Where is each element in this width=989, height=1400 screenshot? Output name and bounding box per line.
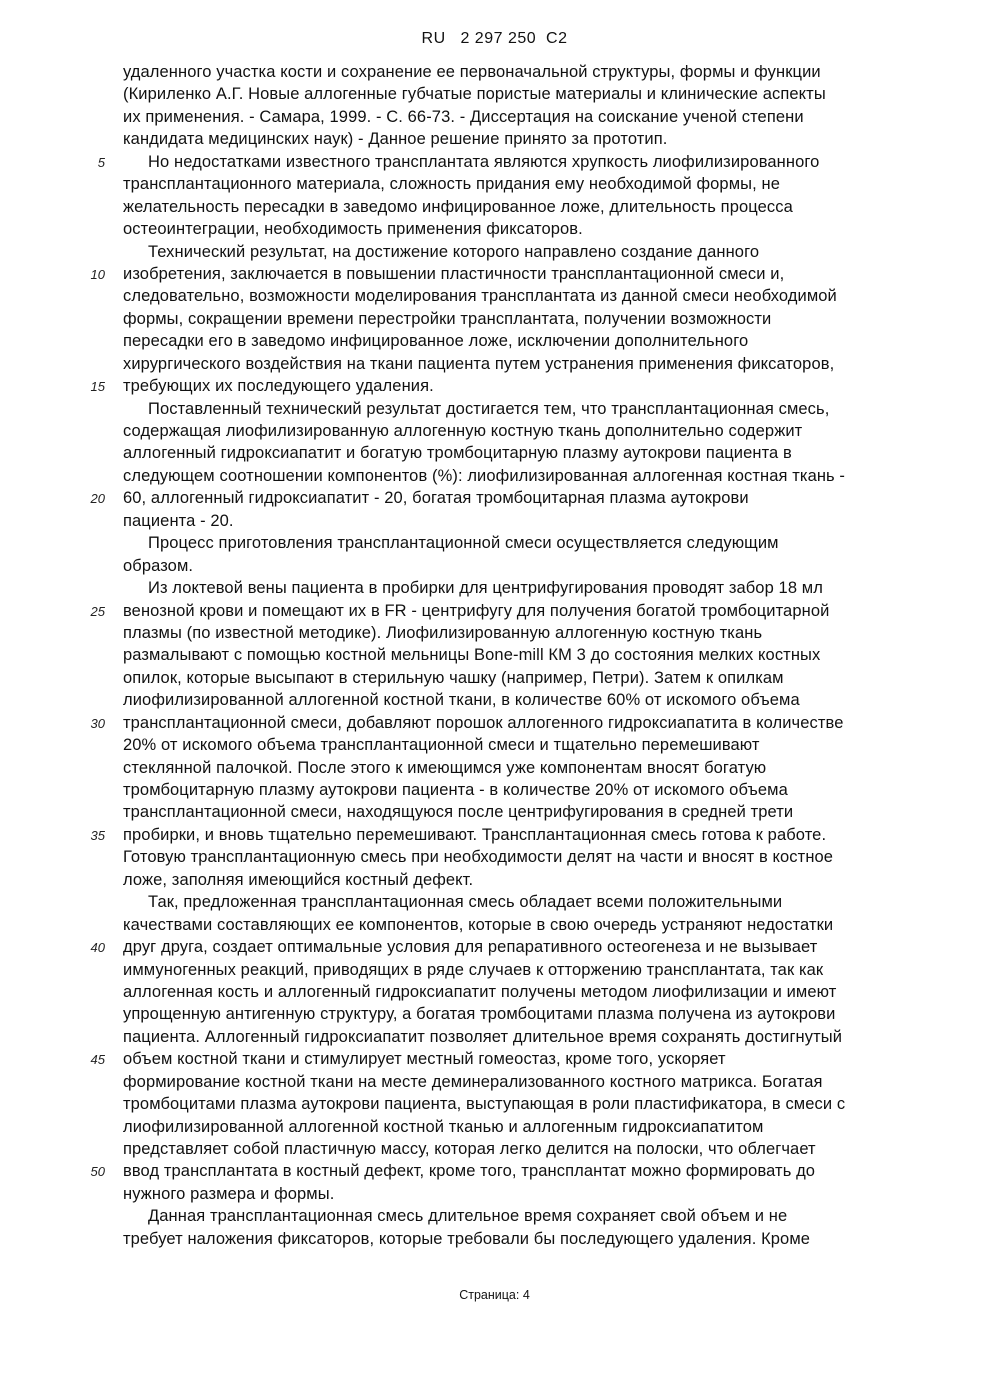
line-text: размалывают с помощью костной мельницы Bone-mill КМ 3 до состояния мелких костных xyxy=(123,646,821,665)
line-number: 30 xyxy=(90,715,105,731)
line-text: ложе, заполняя имеющийся костный дефект. xyxy=(123,870,474,889)
line-text: стеклянной палочкой. После этого к имеющимся уже компонентам вносят богатую xyxy=(123,758,767,777)
text-line xyxy=(88,308,938,330)
line-text: друг друга, создает оптимальные условия для репаративного остеогенеза и не вызывает xyxy=(123,938,818,957)
line-text: тромбоцитарную плазму аутокрови пациента - в количестве 20% от искомого объема xyxy=(123,781,788,799)
line-text: опилок, которые высыпают в стерильную чашку (например, Петри). Затем к опилкам xyxy=(123,668,784,687)
line-text: упрощенную антигенную структуру, а богатая тромбоцитами плазма получена из аутокрови xyxy=(123,1005,836,1024)
text-line xyxy=(88,61,938,83)
text-line xyxy=(88,555,938,577)
line-text: тромбоцитами плазма аутокрови пациента, выступающая в роли пластификатора, в смеси с xyxy=(123,1095,846,1114)
line-text: аллогенный гидроксиапатит и богатую тромбоцитарную плазму аутокрови пациента в xyxy=(123,444,792,463)
line-text: (Кириленко А.Г. Новые аллогенные губчатые пористые материалы и клинические аспекты xyxy=(123,85,826,104)
line-text: Готовую трансплантационную смесь при необходимости делят на части и вносят в костное xyxy=(123,848,834,867)
document-body xyxy=(88,61,938,1250)
line-text: ввод трансплантата в костный дефект, кроме того, трансплантат можно формировать до xyxy=(123,1162,816,1181)
line-text: пробирки, и вновь тщательно перемешивают. Трансплантационная смесь готова к работе. xyxy=(123,825,827,844)
line-text: требует наложения фиксаторов, которые требовали бы последующего удаления. Кроме xyxy=(123,1229,811,1248)
line-text: трансплантационной смеси, находящуюся после центрифугирования в средней трети xyxy=(123,803,794,822)
text-line xyxy=(88,1205,938,1227)
line-text: трансплантационного материала, сложность придания ему необходимой формы, не xyxy=(123,175,780,194)
text-line xyxy=(88,914,938,936)
text-line xyxy=(88,128,938,150)
line-number: 15 xyxy=(90,379,105,395)
text-line xyxy=(88,196,938,218)
line-text: образом. xyxy=(123,556,194,575)
line-text: пациента. Аллогенный гидроксиапатит позволяет длительное время сохранять достигнутый xyxy=(123,1027,843,1046)
text-line xyxy=(88,1093,938,1115)
line-text: Данная трансплантационная смесь длительное время сохраняет свой объем и не xyxy=(148,1207,788,1226)
line-number: 10 xyxy=(90,266,105,282)
line-text: объем костной ткани и стимулирует местный гомеостаз, кроме того, ускоряет xyxy=(123,1050,726,1069)
text-line xyxy=(88,353,938,375)
line-text: плазмы (по известной методике). Лиофилизированную аллогенную костную ткань xyxy=(123,623,763,642)
line-text: венозной крови и помещают их в FR - центрифугу для получения богатой тромбоцитарной xyxy=(123,601,830,620)
text-line xyxy=(88,1116,938,1138)
text-line xyxy=(88,959,938,981)
text-line xyxy=(88,936,938,958)
line-text: изобретения, заключается в повышении пластичности трансплантационной смеси и, xyxy=(123,264,785,283)
text-line xyxy=(88,1228,938,1250)
line-text: Поставленный технический результат достигается тем, что трансплантационная смесь, xyxy=(148,399,830,418)
text-line xyxy=(88,712,938,734)
text-line xyxy=(88,465,938,487)
line-text: следующем соотношении компонентов (%): лиофилизированная аллогенная костная ткань - xyxy=(123,466,846,485)
line-text: Из локтевой вены пациента в пробирки для центрифугирования проводят забор 18 мл xyxy=(148,579,823,598)
text-line xyxy=(88,757,938,779)
line-text: пересадки его в заведомо инфицированное ложе, исключении дополнительного xyxy=(123,332,749,351)
text-line xyxy=(88,375,938,397)
text-line xyxy=(88,869,938,891)
line-number: 45 xyxy=(90,1052,105,1068)
line-text: их применения. - Самара, 1999. - С. 66-73. - Диссертация на соискание ученой степени xyxy=(123,107,804,126)
document-number-header: RU 2 297 250 C2 xyxy=(421,30,568,47)
text-line xyxy=(88,1071,938,1093)
text-line xyxy=(88,151,938,173)
text-line xyxy=(88,667,938,689)
text-line xyxy=(88,218,938,240)
text-line xyxy=(88,891,938,913)
text-line xyxy=(88,263,938,285)
line-text: удаленного участка кости и сохранение ее первоначальной структуры, формы и функции xyxy=(123,63,821,81)
text-line xyxy=(88,824,938,846)
line-text: Процесс приготовления трансплантационной смеси осуществляется следующим xyxy=(148,534,779,553)
line-text: трансплантационной смеси, добавляют порошок аллогенного гидроксиапатита в количестве xyxy=(123,713,844,732)
text-line xyxy=(88,106,938,128)
text-line xyxy=(88,846,938,868)
line-text: 60, аллогенный гидроксиапатит - 20, богатая тромбоцитарная плазма аутокрови xyxy=(123,489,749,508)
text-line xyxy=(88,1160,938,1182)
text-line xyxy=(88,622,938,644)
text-line xyxy=(88,1026,938,1048)
line-number: 5 xyxy=(97,154,105,170)
text-line xyxy=(88,981,938,1003)
line-text: следовательно, возможности моделирования трансплантата из данной смеси необходимой xyxy=(123,287,837,306)
line-number: 50 xyxy=(90,1164,105,1180)
text-line xyxy=(88,487,938,509)
line-text: аллогенная кость и аллогенный гидроксиапатит получены методом лиофилизации и имеют xyxy=(123,982,837,1001)
text-line xyxy=(88,442,938,464)
text-line xyxy=(88,83,938,105)
text-line xyxy=(88,173,938,195)
text-line xyxy=(88,1003,938,1025)
line-text: 20% от искомого объема трансплантационной смеси и тщательно перемешивают xyxy=(123,736,760,755)
line-number: 20 xyxy=(90,491,105,507)
line-text: требующих их последующего удаления. xyxy=(123,377,434,396)
line-text: кандидата медицинских наук) - Данное решение принято за прототип. xyxy=(123,130,668,149)
line-text: иммуногенных реакций, приводящих в ряде случаев к отторжению трансплантата, так как xyxy=(123,960,824,979)
text-line xyxy=(88,801,938,823)
text-line xyxy=(88,779,938,801)
text-line xyxy=(88,1183,938,1205)
line-text: Но недостатками известного трансплантата являются хрупкость лиофилизированного xyxy=(148,152,820,171)
text-line xyxy=(88,241,938,263)
page-number-footer: Страница: 4 xyxy=(459,1288,530,1302)
line-number: 25 xyxy=(90,603,105,619)
line-text: пациента - 20. xyxy=(123,511,234,530)
text-line xyxy=(88,420,938,442)
text-line xyxy=(88,510,938,532)
text-line xyxy=(88,330,938,352)
line-text: Так, предложенная трансплантационная смесь обладает всеми положительными xyxy=(148,893,783,912)
text-line xyxy=(88,689,938,711)
line-number: 40 xyxy=(90,940,105,956)
text-line xyxy=(88,577,938,599)
line-text: представляет собой пластичную массу, которая легко делится на полоски, что облегчает xyxy=(123,1140,816,1158)
line-text: лиофилизированной аллогенной костной ткани, в количестве 60% от искомого объема xyxy=(123,691,800,710)
line-text: формы, сокращении времени перестройки трансплантата, получении возможности xyxy=(123,309,772,328)
text-line xyxy=(88,398,938,420)
text-line xyxy=(88,532,938,554)
line-text: лиофилизированной аллогенной костной тканью и аллогенным гидроксиапатитом xyxy=(123,1117,764,1136)
line-text: желательность пересадки в заведомо инфицированное ложе, длительность процесса xyxy=(123,197,793,216)
line-text: хирургического воздействия на ткани пациента путем устранения применения фиксаторов, xyxy=(123,354,835,373)
line-number: 35 xyxy=(90,827,105,843)
line-text: качествами составляющих ее компонентов, которые в свою очередь устраняют недостатки xyxy=(123,915,834,934)
text-line xyxy=(88,1048,938,1070)
line-text: формирование костной ткани на месте деминерализованного костного матрикса. Богатая xyxy=(123,1072,823,1091)
text-line xyxy=(88,734,938,756)
line-text: нужного размера и формы. xyxy=(123,1184,335,1203)
text-line xyxy=(88,285,938,307)
text-line xyxy=(88,644,938,666)
line-text: содержащая лиофилизированную аллогенную костную ткань дополнительно содержит xyxy=(123,422,803,440)
text-line xyxy=(88,600,938,622)
line-text: Технический результат, на достижение которого направлено создание данного xyxy=(148,242,760,261)
text-line xyxy=(88,1138,938,1160)
line-text: остеоинтеграции, необходимость применения фиксаторов. xyxy=(123,220,583,239)
